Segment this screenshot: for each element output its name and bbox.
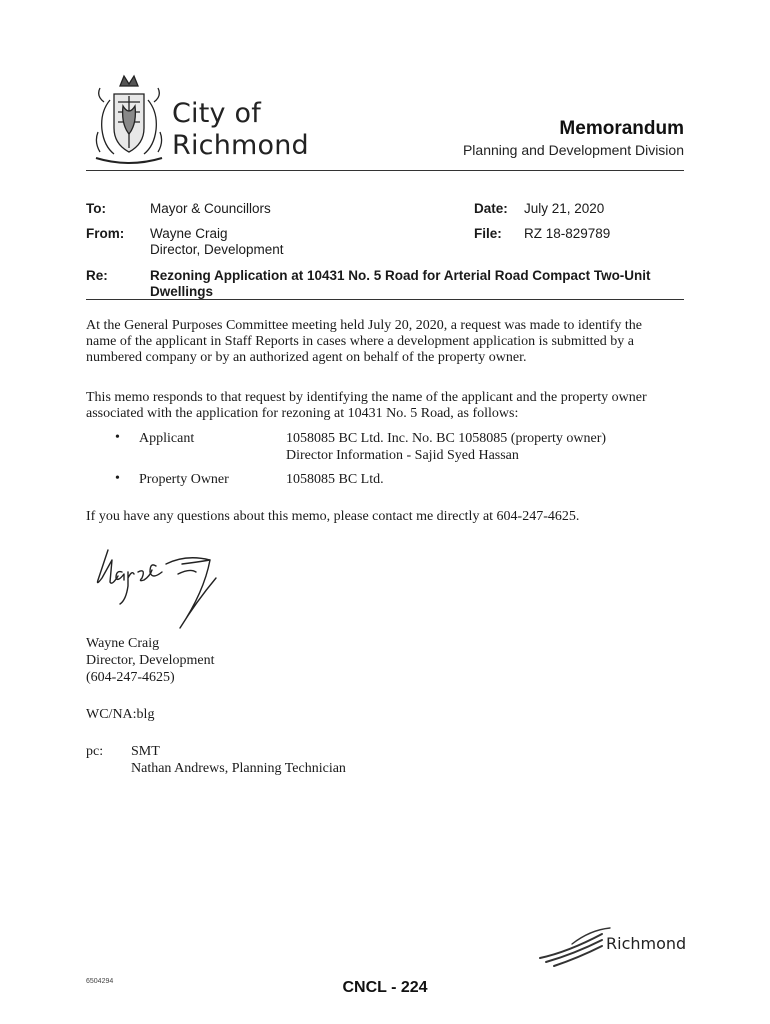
re-subject-line1: Rezoning Application at 10431 No. 5 Road for Arterial Road Compact Two-Unit xyxy=(150,268,651,283)
date-value: July 21, 2020 xyxy=(524,201,605,216)
pc-recipient-2: Nathan Andrews, Planning Technician xyxy=(131,761,346,776)
from-name: Wayne Craig xyxy=(150,226,228,241)
bullet-label-property-owner: Property Owner xyxy=(139,472,229,487)
bullet-value-applicant-line1: 1058085 BC Ltd. Inc. No. BC 1058085 (property owner) xyxy=(286,431,607,446)
from-label: From: xyxy=(86,226,125,241)
date-label: Date: xyxy=(474,201,508,216)
re-subject-line2: Dwellings xyxy=(150,284,214,299)
memo-title: Memorandum xyxy=(559,118,684,139)
reference-initials: WC/NA:blg xyxy=(86,707,155,722)
handwritten-signature xyxy=(86,542,236,634)
paragraph-1-line-2: name of the applicant in Staff Reports in cases where a development application is submitted by a xyxy=(86,334,634,349)
signatory-title: Director, Development xyxy=(86,653,215,668)
paragraph-1-line-3: numbered company or by an authorized agent on behalf of the property owner. xyxy=(86,350,527,365)
re-label: Re: xyxy=(86,268,108,283)
closing-paragraph: If you have any questions about this memo, please contact me directly at 604-247-4625. xyxy=(86,509,580,524)
division-name: Planning and Development Division xyxy=(462,142,684,158)
file-value: RZ 18-829789 xyxy=(524,226,611,241)
bullet-label-applicant: Applicant xyxy=(139,431,195,446)
signatory-name: Wayne Craig xyxy=(86,636,160,651)
paragraph-1-line-1: At the General Purposes Committee meeting held July 20, 2020, a request was made to identify the xyxy=(86,318,642,333)
pc-recipient-1: SMT xyxy=(131,744,160,759)
header-rule xyxy=(86,170,684,171)
bullet-icon: • xyxy=(115,471,120,486)
city-name-line2: Richmond xyxy=(172,130,309,161)
city-crest-logo xyxy=(90,72,168,168)
file-label: File: xyxy=(474,226,502,241)
subject-rule xyxy=(86,299,684,300)
bullet-icon: • xyxy=(115,430,120,445)
city-name-line1: City of xyxy=(172,98,261,129)
paragraph-2-line-1: This memo responds to that request by identifying the name of the applicant and the property owner xyxy=(86,390,647,405)
page-label: CNCL - 224 xyxy=(342,979,428,996)
from-title: Director, Development xyxy=(150,242,284,257)
to-label: To: xyxy=(86,201,106,216)
paragraph-2-line-2: associated with the application for rezoning at 10431 No. 5 Road, as follows: xyxy=(86,406,519,421)
footer-logo-text: Richmond xyxy=(606,934,687,953)
to-value: Mayor & Councillors xyxy=(150,201,271,216)
signatory-phone: (604-247-4625) xyxy=(86,670,175,685)
document-id: 6504294 xyxy=(86,978,114,985)
bullet-value-applicant-line2: Director Information - Sajid Syed Hassan xyxy=(286,448,519,463)
bullet-value-property-owner: 1058085 BC Ltd. xyxy=(286,472,384,487)
pc-label: pc: xyxy=(86,744,104,759)
